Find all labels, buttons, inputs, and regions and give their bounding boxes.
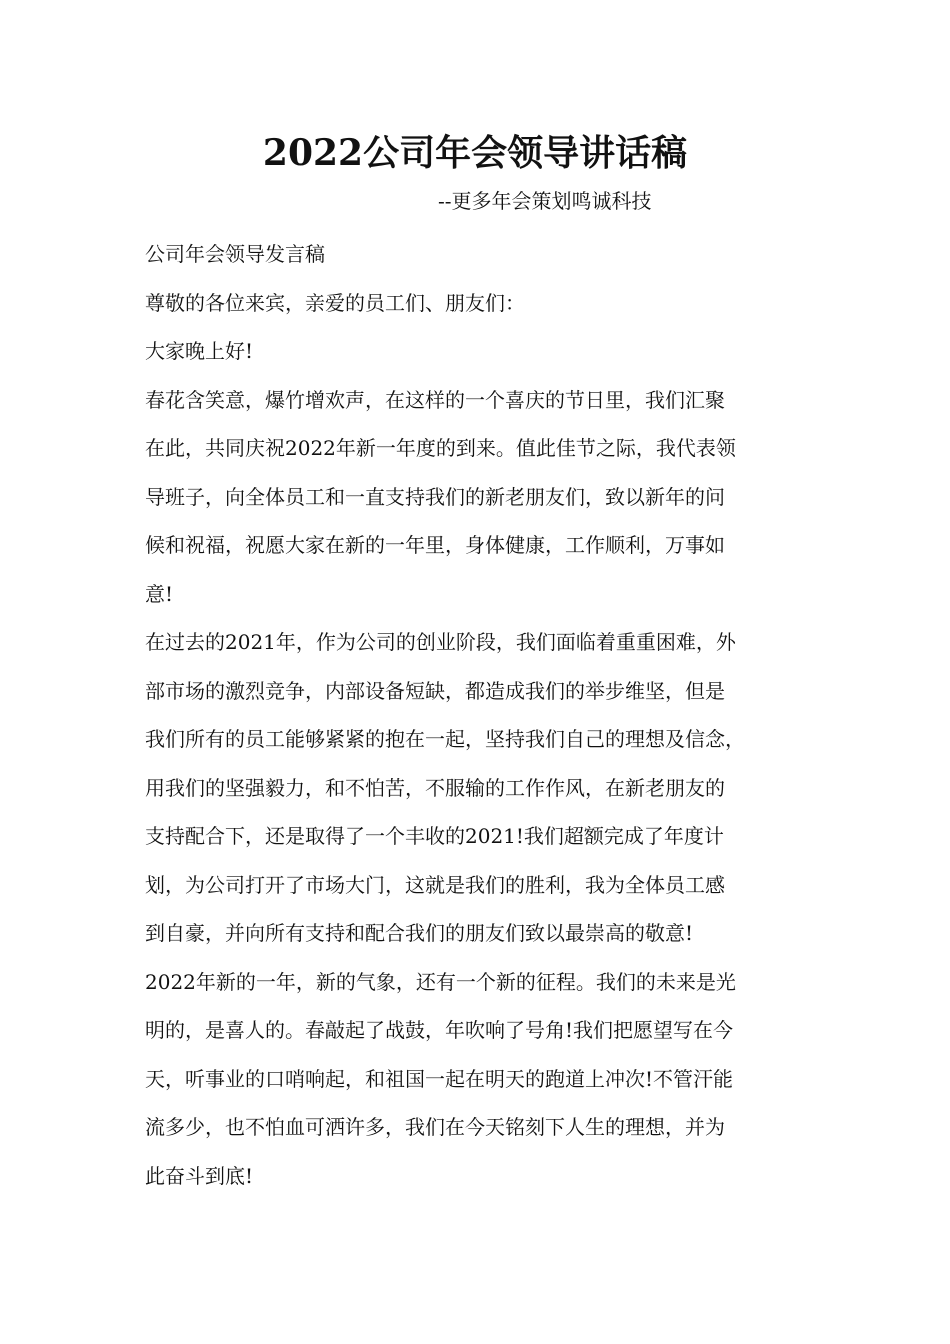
text-line: 部市场的激烈竞争，内部设备短缺，都造成我们的举步维坚，但是 — [145, 678, 725, 703]
document-body — [145, 230, 810, 1200]
text-line: 候和祝福，祝愿大家在新的一年里，身体健康，工作顺利，万事如 — [145, 533, 725, 557]
text-line: 划，为公司打开了市场大门，这就是我们的胜利，我为全体员工感 — [145, 872, 725, 897]
text-line: 流多少，也不怕血可洒许多，我们在今天铭刻下人生的理想，并为 — [145, 1115, 725, 1139]
text-line: 公司年会领导发言稿 — [145, 242, 325, 266]
text-line: 用我们的坚强毅力，和不怕苦，不服输的工作作风，在新老朋友的 — [145, 775, 725, 800]
text-line: 我们所有的员工能够紧紧的抱在一起，坚持我们自己的理想及信念， — [145, 727, 745, 751]
text-line: 春花含笑意，爆竹增欢声，在这样的一个喜庆的节日里，我们汇聚 — [145, 387, 725, 412]
text-line: 意! — [145, 581, 174, 606]
document-title: 2022公司年会领导讲话稿 — [262, 132, 688, 174]
text-line: 到自豪，并向所有支持和配合我们的朋友们致以最崇高的敬意! — [145, 921, 694, 945]
text-line: 尊敬的各位来宾，亲爱的员工们、朋友们： — [145, 290, 525, 315]
text-line: 2022年新的一年，新的气象，还有一个新的征程。我们的未来是光 — [145, 969, 736, 994]
text-line: 在过去的2021年，作为公司的创业阶段，我们面临着重重困难，外 — [145, 630, 736, 654]
text-line: 明的，是喜人的。春敲起了战鼓，年吹响了号角!我们把愿望写在今 — [145, 1018, 734, 1042]
document-subtitle: --更多年会策划鸣诚科技 — [438, 189, 652, 213]
text-line: 支持配合下，还是取得了一个丰收的2021!我们超额完成了年度计 — [145, 824, 724, 848]
text-line: 导班子，向全体员工和一直支持我们的新老朋友们，致以新年的问 — [145, 484, 725, 509]
text-line: 此奋斗到底! — [145, 1163, 254, 1188]
text-line: 天，听事业的口哨响起，和祖国一起在明天的跑道上冲次!不管汗能 — [145, 1066, 734, 1091]
text-line: 在此，共同庆祝2022年新一年度的到来。值此佳节之际，我代表领 — [145, 436, 736, 460]
text-line: 大家晚上好! — [145, 339, 254, 363]
